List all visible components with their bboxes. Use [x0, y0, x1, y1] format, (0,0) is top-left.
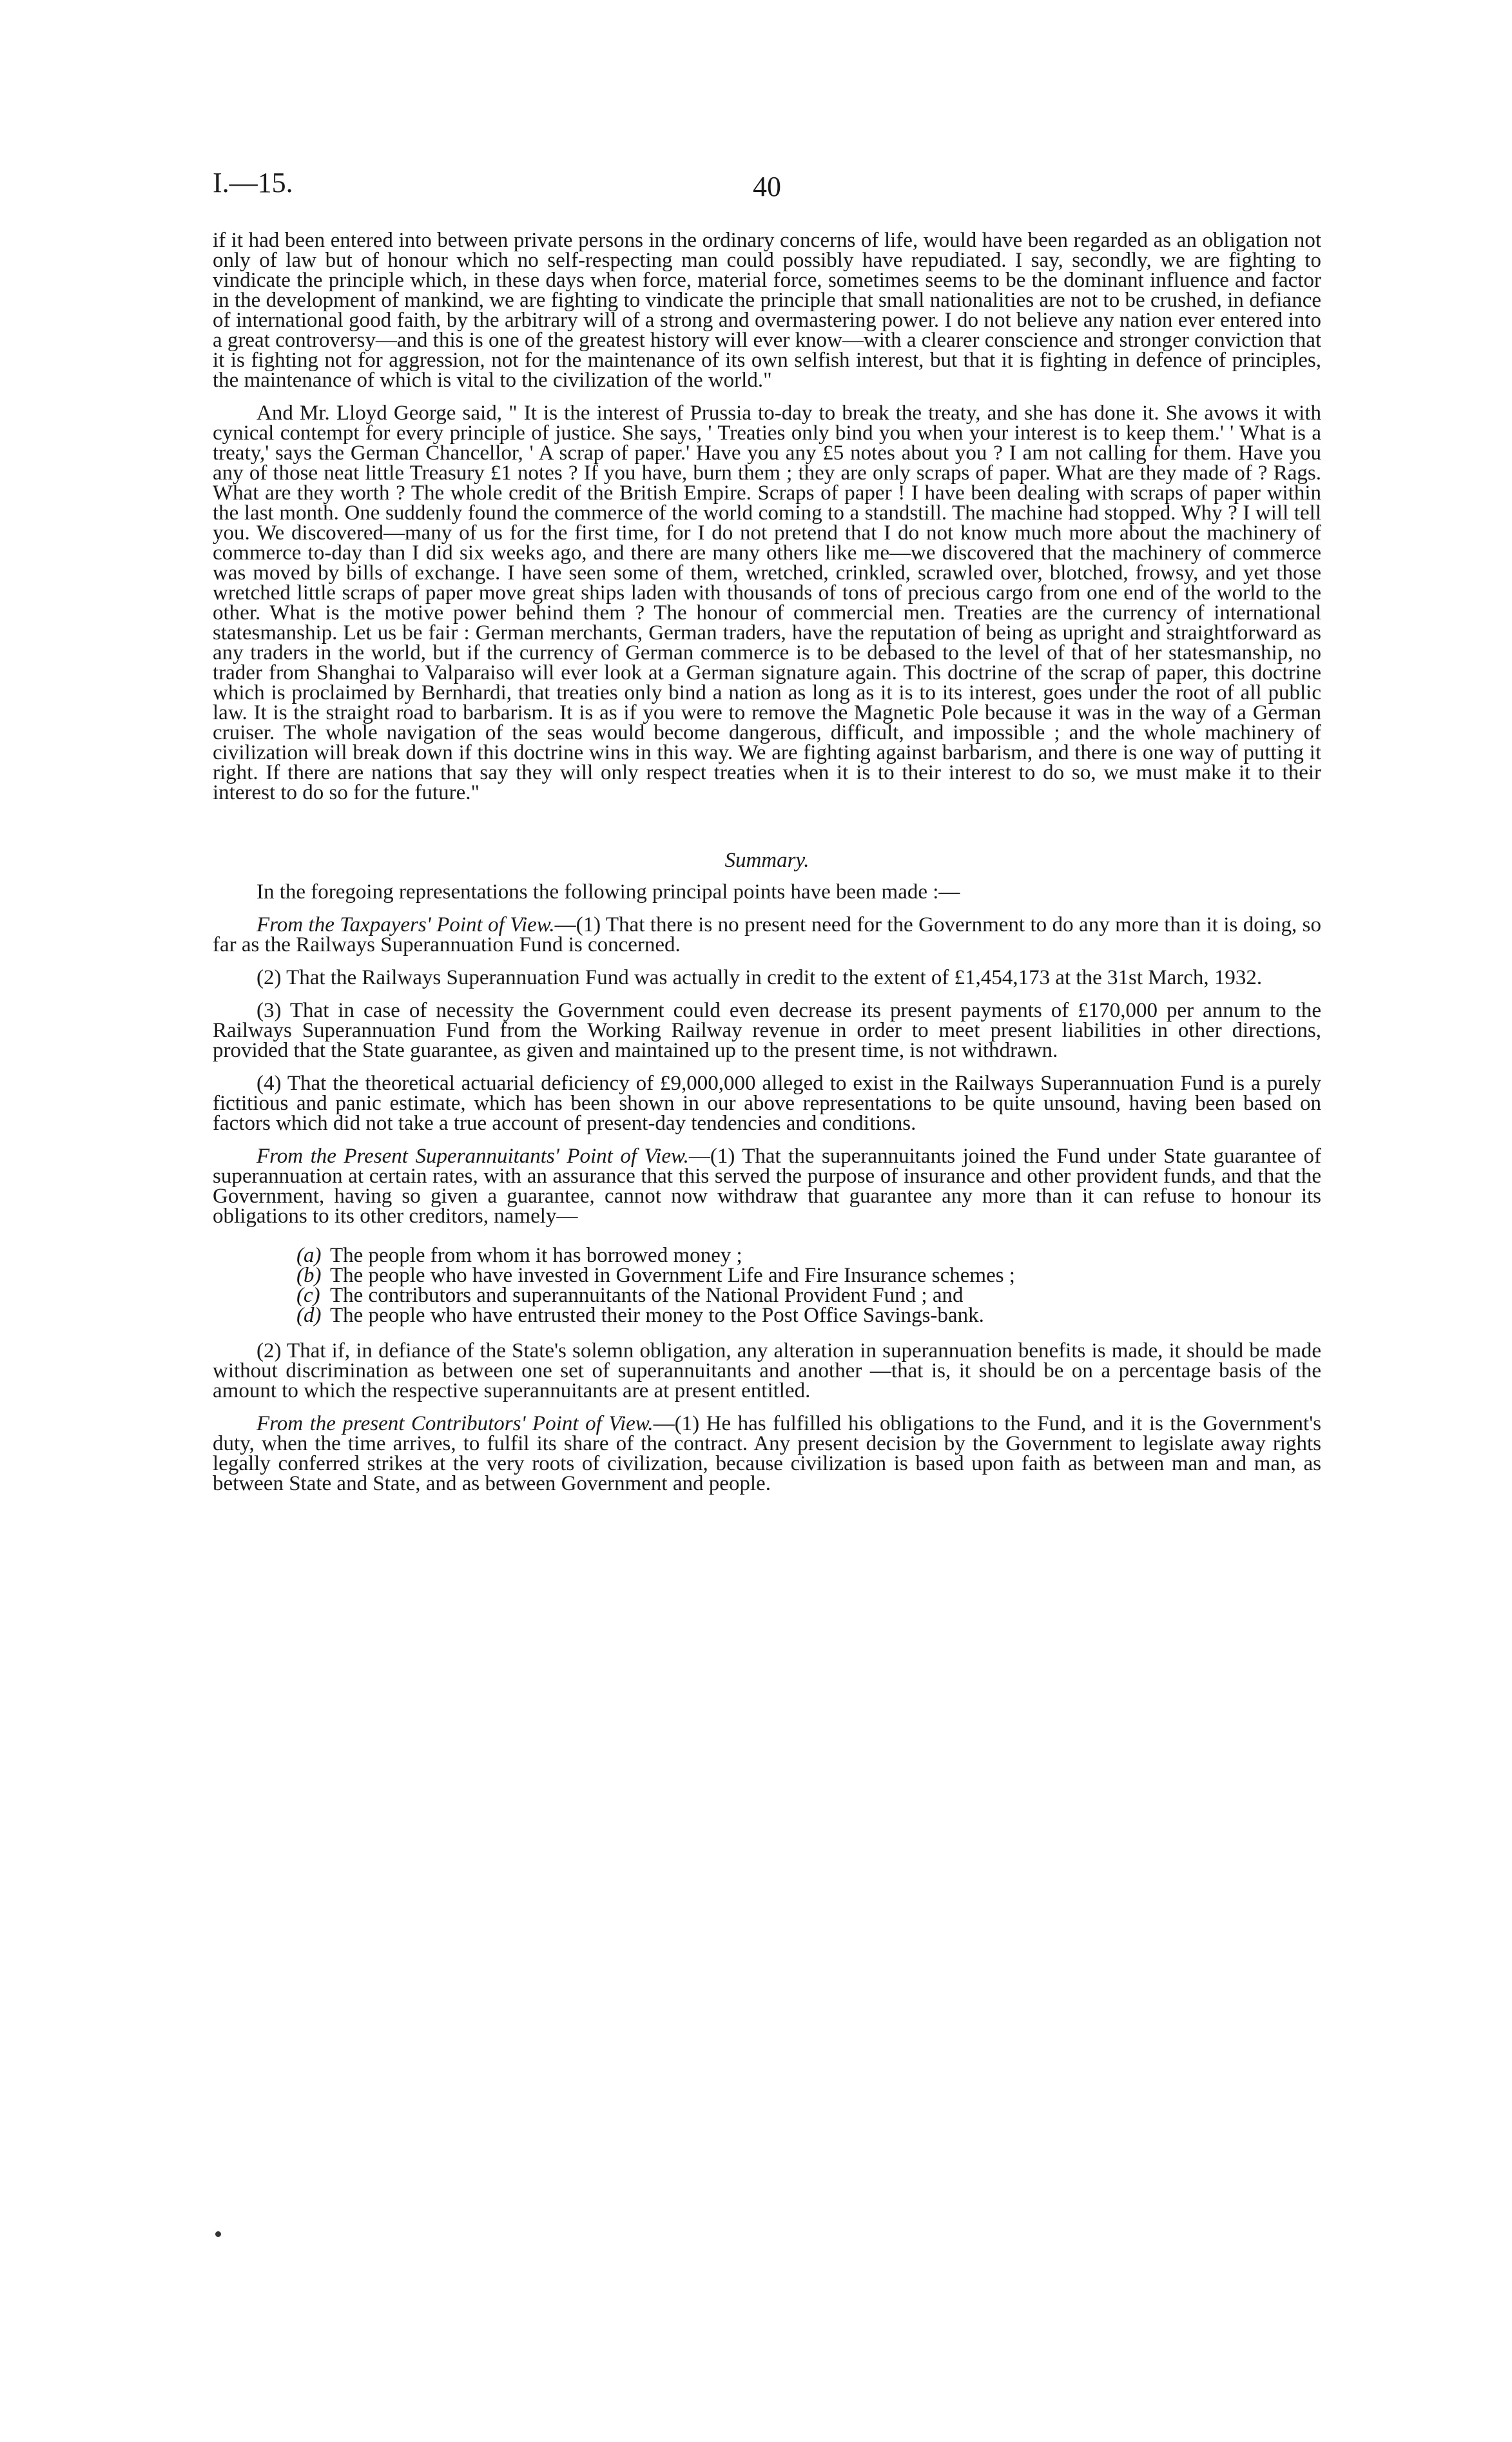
page-header [213, 166, 1321, 211]
list-item-label: (d) [296, 1304, 322, 1327]
list-item-text: The people who have invested in Government Life and Fire Insurance schemes ; [330, 1264, 1015, 1287]
superannuitants-point-1 [213, 1147, 1321, 1226]
list-item-text: The people who have entrusted their money to the Post Office Savings-bank. [330, 1304, 984, 1327]
body-text [213, 231, 1321, 1507]
taxpayers-point-3: (3) That in case of necessity the Government could even decrease its present payments of £170,000 per annum to the Railways Superannuation Fund from the Working Railway revenue in order to meet present liabilities in other directions, provided that the State guarantee, as given and maintained up to the present time, is not withdrawn. [213, 999, 1321, 1062]
superannuitants-lead: From the Present Superannuitants' Point of View. [257, 1145, 689, 1168]
superannuitants-point-1-text: —(1) That the superannuitants joined the Fund under State guarantee of superannuation at certain rates, with an assurance that this served the purpose of insurance and other provident funds, and that the Government, having so given a guarantee, cannot now withdraw that guarantee any more than it can refuse to honour its obligations to its other creditors, namely— [213, 1145, 1321, 1228]
list-item [213, 1286, 1321, 1306]
summary-heading: Summary. [724, 849, 809, 872]
contributors-point-1-text: —(1) He has fulfilled his obligations to the Fund, and it is the Government's duty, when the time arrives, to fulfil its share of the contract. Any present decision by the Government to legislate away rights legally conferred strikes at the very roots of civilization, because civilization is based upon faith as between man and man, as between State and State, and as between Government and people. [213, 1412, 1321, 1495]
taxpayers-point-2: (2) That the Railways Superannuation Fund was actually in credit to the extent of £1,454,173 at the 31st March, 1932. [257, 966, 1263, 989]
list-item-label: (c) [296, 1284, 320, 1307]
superannuitants-point-2: (2) That if, in defiance of the State's solemn obligation, any alteration in superannuation benefits is made, it should be made without discrimination as between one set of superannuitants and another —that is, it should be on a percentage basis of the amount to which the respective superannuitants are at present entitled. [213, 1339, 1321, 1402]
list-item-label: (a) [296, 1244, 322, 1267]
contributors-lead: From the present Contributors' Point of View. [257, 1412, 654, 1435]
list-item-text: The contributors and superannuitants of the National Provident Fund ; and [330, 1284, 964, 1307]
creditors-list [213, 1246, 1321, 1326]
list-item [213, 1246, 1321, 1266]
taxpayers-lead: From the Taxpayers' Point of View. [257, 913, 555, 936]
list-item [213, 1266, 1321, 1286]
taxpayers-point-1-text: —(1) That there is no present need for the Government to do any more than it is doing, so far as the Railways Superannuation Fund is concerned. [213, 913, 1321, 956]
taxpayers-point-1 [213, 915, 1321, 955]
paragraph-lloyd-george: And Mr. Lloyd George said, " It is the interest of Prussia to-day to break the treaty, and she has done it. She avows it with cynical contempt for every principle of justice. She says, ' Treaties only bind you when your interest is to keep them.' ' What is a treaty,' says the German Chancellor, ' A scrap of paper.' Have you any £5 notes about you ? I am not calling for them. Have you any of those neat little Treasury £1 notes ? If you have, burn them ; they are only scraps of paper. What are they made of ? Rags. What are they worth ? The whole credit of the British Empire. Scraps of paper ! I have been dealing with scraps of paper within the last month. One suddenly found the commerce of the world coming to a standstill. The machine had stopped. Why ? I will tell you. We discovered—many of us for the first time, for I do not pretend that I do not know much more about the machinery of commerce to-day than I did six weeks ago, and there are many others like me—we discovered that the machinery of commerce was moved by bills of exchange. I have seen some of them, wretched, crinkled, scrawled over, blotched, frowsy, and yet those wretched little scraps of paper move great ships laden with thousands of tons of precious cargo from one end of the world to the other. What is the motive power behind them ? The honour of commercial men. Treaties are the currency of international statesmanship. Let us be fair : German merchants, German traders, have the reputation of being as upright and straightforward as any traders in the world, but if the currency of German commerce is to be debased to the level of that of her statesmanship, no trader from Shanghai to Valparaiso will ever look at a German signature again. This doctrine of the scrap of paper, this doctrine which is proclaimed by Bernhardi, that treaties only bind a nation as long as it is to its interest, goes under the root of all public law. It is the straight road to barbarism. It is as if you were to remove the Magnetic Pole because it was in the way of a German cruiser. The whole navigation of the seas would become dangerous, difficult, and impossible ; and the whole machinery of civilization will break down if this doctrine wins in this way. We are fighting against barbarism, and there is one way of putting it right. If there are nations that say they will only respect treaties when it is to their interest to do so, we must make it to their interest to do so for the future." [213, 402, 1321, 804]
ink-speck [215, 2231, 221, 2237]
page-number: 40 [753, 171, 781, 202]
taxpayers-point-4: (4) That the theoretical actuarial deficiency of £9,000,000 alleged to exist in the Railways Superannuation Fund is a purely fictitious and panic estimate, which has been shown in our above representations to be quite unsound, having been based on factors which did not take a true account of present-day tendencies and conditions. [213, 1072, 1321, 1135]
list-item [213, 1306, 1321, 1326]
contributors-point-1 [213, 1414, 1321, 1494]
paragraph-continuation: if it had been entered into between private persons in the ordinary concerns of life, would have been regarded as an obligation not only of law but of honour which no self-respecting man could possibly have repudiated. I say, secondly, we are fighting to vindicate the principle which, in these days when force, material force, sometimes seems to be the dominant influence and factor in the development of mankind, we are fighting to vindicate the principle that small nationalities are not to be crushed, in defiance of international good faith, by the arbitrary will of a strong and overmastering power. I do not believe any nation ever entered into a great controversy—and this is one of the greatest history will ever know—with a clearer conscience and stronger conviction that it is fighting not for aggression, not for the maintenance of its own selfish interest, but that it is fighting in defence of principles, the maintenance of which is vital to the civilization of the world." [213, 229, 1322, 392]
summary-intro: In the foregoing representations the following principal points have been made :— [257, 880, 960, 904]
document-reference: I.—15. [213, 167, 293, 199]
list-item-label: (b) [296, 1264, 322, 1287]
list-item-text: The people from whom it has borrowed money ; [330, 1244, 742, 1267]
